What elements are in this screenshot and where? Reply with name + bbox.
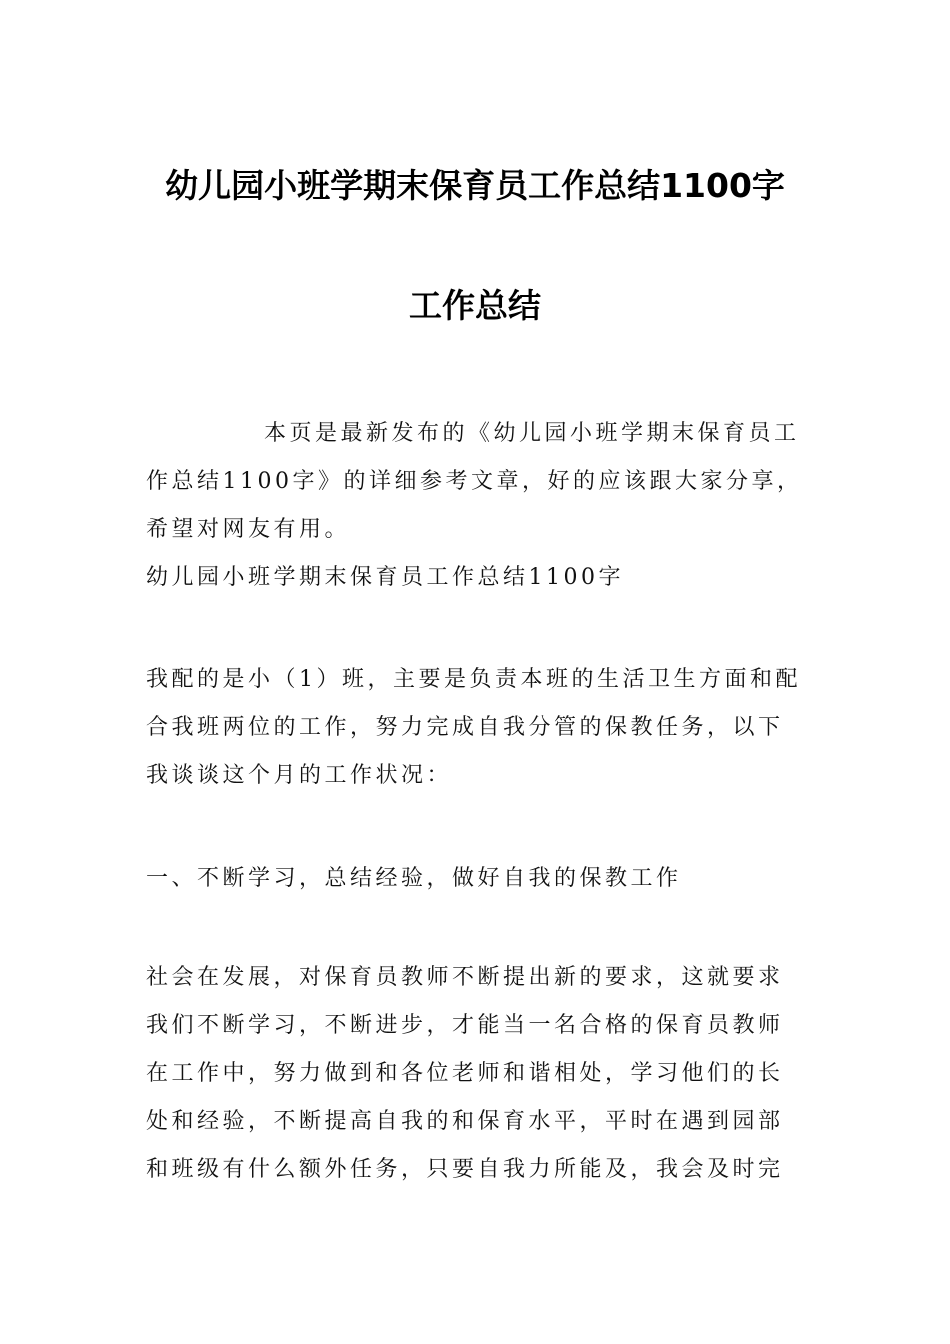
document-subtitle: 工作总结 bbox=[409, 286, 541, 325]
document-title: 幼儿园小班学期末保育员工作总结1100字 bbox=[165, 166, 785, 205]
repeat-title-block bbox=[146, 554, 808, 602]
paragraph-1 bbox=[146, 656, 808, 800]
intro-line: 本页是最新发布的《幼儿园小班学期末保育员工 bbox=[264, 421, 800, 446]
paragraph-line: 和班级有什么额外任务，只要自我力所能及，我会及时完 bbox=[146, 1157, 784, 1182]
paragraph-line: 社会在发展，对保育员教师不断提出新的要求，这就要求 bbox=[146, 965, 784, 990]
paragraph-line: 处和经验，不断提高自我的和保育水平，平时在遇到园部 bbox=[146, 1109, 784, 1134]
section-heading: 一、不断学习，总结经验，做好自我的保教工作 bbox=[146, 866, 682, 891]
repeat-title: 幼儿园小班学期末保育员工作总结1100字 bbox=[146, 565, 624, 590]
intro-line: 作总结1100字》的详细参考文章，好的应该跟大家分享， bbox=[146, 469, 803, 494]
intro-paragraph bbox=[146, 410, 808, 554]
section-heading-block bbox=[146, 855, 808, 903]
paragraph-2 bbox=[146, 954, 808, 1194]
paragraph-line: 在工作中，努力做到和各位老师和谐相处，学习他们的长 bbox=[146, 1061, 784, 1086]
paragraph-line: 我谈谈这个月的工作状况： bbox=[146, 763, 453, 788]
paragraph-line: 合我班两位的工作，努力完成自我分管的保教任务，以下 bbox=[146, 715, 784, 740]
paragraph-line: 我们不断学习，不断进步，才能当一名合格的保育员教师 bbox=[146, 1013, 784, 1038]
intro-line: 希望对网友有用。 bbox=[146, 517, 351, 542]
paragraph-line: 我配的是小（1）班，主要是负责本班的生活卫生方面和配 bbox=[146, 667, 801, 692]
